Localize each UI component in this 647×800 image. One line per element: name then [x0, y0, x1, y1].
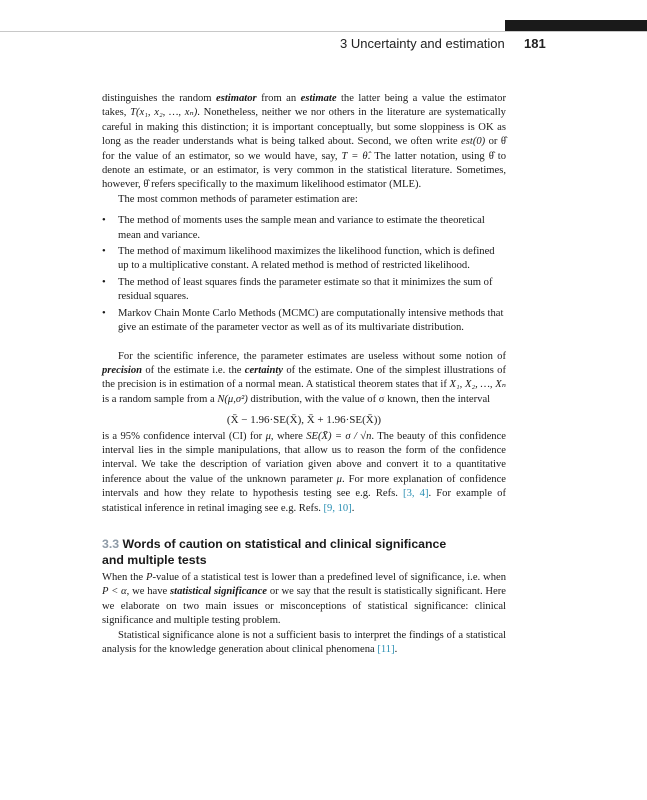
section-title-line2: and multiple tests [102, 552, 207, 567]
term-certainty: certainty [244, 364, 284, 376]
term-statistical-significance: statistical significance [170, 586, 268, 598]
methods-list [102, 214, 506, 335]
confidence-interval-formula: (X̄ − 1.96·SE(X̄), X̄ + 1.96·SE(X̄)) [226, 414, 382, 427]
math-estimator-function: T(x₁, x₂, …, xₙ) [130, 107, 198, 119]
bullet-symbol: • [102, 307, 106, 319]
math-standard-error: SE(X̄) = σ / √n [306, 430, 372, 442]
bullet-symbol: • [102, 215, 106, 227]
header-bar [505, 20, 647, 31]
page-body [102, 92, 506, 657]
reference-link[interactable]: [11] [377, 644, 395, 655]
bullet-symbol: • [102, 276, 106, 288]
reference-link[interactable]: [9, 10] [323, 502, 352, 514]
math-p: P [146, 571, 153, 583]
section-heading [102, 536, 506, 568]
math-t-equals-theta: T = θ̂ [341, 150, 368, 162]
header-rule [0, 31, 647, 32]
term-estimate: estimate [300, 93, 337, 104]
paragraph-precision: For the scientific inference, the parameter estimates are useless without some notion of precision of the estimate i.e. the certainty of the estimate. One of the simplest illustrations of the precision is in estimation of a normal mean. A statistical theorem states that if X₁, X₂, …, Xₙ is a random sample from a N(μ,σ²) distribution, with the value of σ known, then the interval [102, 350, 506, 405]
list-item: • Markov Chain Monte Carlo Methods (MCMC) are computationally intensive methods that give an estimate of the parameter vector as well as of its multivariate distribution. [102, 307, 504, 334]
bullet-symbol: • [102, 246, 106, 258]
math-mu: μ [336, 473, 342, 485]
term-estimator: estimator [216, 93, 257, 104]
section-number: 3.3 [102, 536, 120, 551]
list-item: • The method of maximum likelihood maximizes the likelihood function, which is defined up to a multiplicative constant. A related method is method of restricted likelihood. [102, 246, 495, 272]
paragraph-clinical-significance: Statistical significance alone is not a sufficient basis to interpret the findings of a statistical analysis for the knowledge generation about clinical phenomena [11]. [102, 629, 506, 655]
math-sample: X₁, X₂, …, Xₙ [449, 379, 506, 391]
list-item: • The method of least squares finds the parameter estimate so that it minimizes the sum of residual squares. [102, 276, 493, 303]
running-header-chapter: 3 Uncertainty and estimation [340, 36, 505, 51]
math-est: est(0) [461, 136, 486, 148]
math-mu: μ [265, 430, 271, 442]
math-normal-distribution: N(μ,σ²) [217, 393, 248, 405]
paragraph-estimator-notation: distinguishes the random estimator from an estimate the latter being a value the estimator takes, T(x₁, x₂, …, xₙ). Nonetheless, neither we nor others in the literature are systematically careful in making this distinction; it is important conceptually, but some sloppiness is OK as long as the reader understands what is being talked about. Second, we often write est(0) or θ̂ for the value of an estimator, so we would have, say, T = θ̂. The latter notation, using θ̂ to denote an estimate, or an estimator, is very common in the statistical literature. Sometimes, however, θ̂ refers specifically to the maximum likelihood estimator (MLE). [102, 93, 507, 191]
page-number: 181 [524, 36, 546, 51]
math-theta-hat: θ̂ [143, 179, 149, 191]
list-item: • The method of moments uses the sample mean and variance to estimate the theoretical mean and variance. [102, 215, 485, 241]
term-precision: precision [102, 364, 143, 376]
section-title-line1: Words of caution on statistical and clinical significance [122, 536, 447, 551]
paragraph-methods-intro: The most common methods of parameter estimation are: [118, 193, 358, 205]
math-theta-hat: θ̂ [500, 136, 506, 148]
math-p-less-alpha: P < α [102, 586, 127, 598]
paragraph-confidence-interval: is a 95% confidence interval (CI) for μ, where SE(X̄) = σ / √n. The beauty of this confidence interval lies in the simple manipulations, that allow us to reason the form of the confidence interval. We take the description of variation given above and convert it to a quantitative inference about the value of the unknown parameter μ. For more explanation of confidence intervals and how they relate to hypothesis testing see e.g. Refs. [3, 4]. For example of statistical inference in retinal imaging see e.g. Refs. [9, 10]. [102, 430, 506, 514]
paragraph-statistical-significance: When the P-value of a statistical test is lower than a predefined level of significance, i.e. when P < α, we have statistical significance or we say that the result is statistically significant. Here we elaborate on two main issues or misconceptions of statistical significance: clinical significance and multiple testing problem. [102, 571, 506, 627]
reference-link[interactable]: [3, 4] [403, 488, 429, 500]
math-theta-hat: θ̂ [488, 150, 494, 162]
